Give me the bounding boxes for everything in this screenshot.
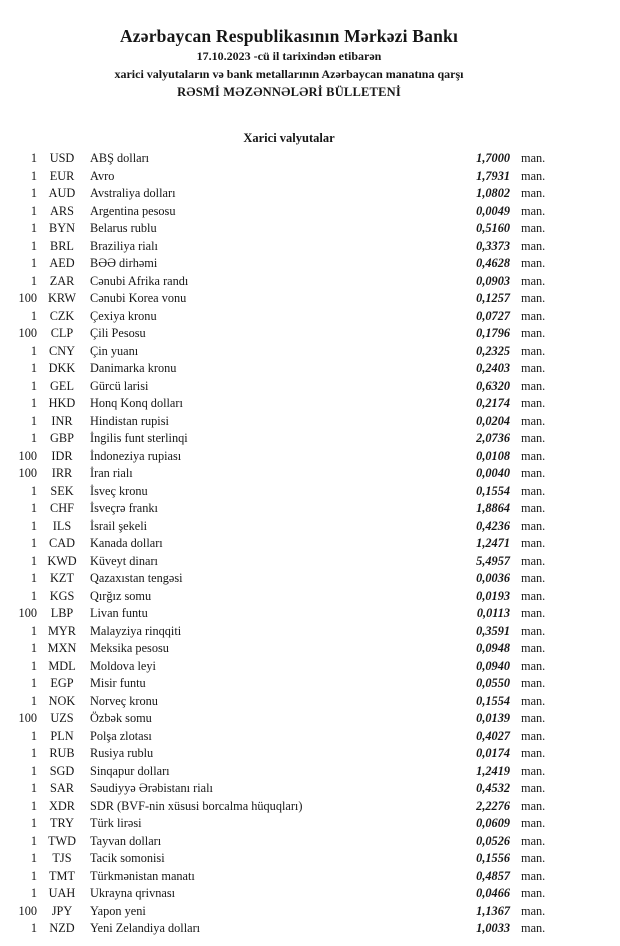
currency-name: Çin yuanı: [90, 343, 139, 358]
table-row: [0, 378, 578, 396]
rate-unit-label: man.: [521, 553, 546, 568]
rate-unit-label: man.: [521, 256, 546, 270]
currency-name: Qazaxıstan tengəsi: [90, 571, 183, 585]
currency-code: MYR: [47, 623, 77, 638]
currency-quantity: 100: [18, 903, 37, 918]
currency-quantity: 1: [30, 921, 37, 935]
currency-quantity: 1: [30, 641, 37, 655]
currency-name: Danimarka kronu: [90, 361, 177, 375]
table-row: [0, 238, 578, 256]
currency-name: Rusiya rublu: [90, 746, 154, 760]
currency-quantity: 1: [30, 378, 37, 393]
table-row: [0, 395, 578, 413]
currency-quantity: 1: [30, 518, 37, 533]
table-row: [0, 220, 578, 238]
currency-rate: 0,0903: [476, 273, 510, 288]
currency-quantity: 100: [18, 711, 37, 725]
rate-unit-label: man.: [521, 413, 546, 428]
currency-code: AUD: [48, 186, 76, 200]
rate-unit-label: man.: [521, 658, 546, 673]
currency-rate: 0,0609: [476, 816, 510, 830]
currency-code: TWD: [48, 833, 76, 848]
rate-unit-label: man.: [521, 361, 546, 375]
currency-name: BƏƏ dirhəmi: [90, 256, 158, 270]
currency-rate: 0,2174: [476, 396, 510, 410]
currency-code: NZD: [49, 921, 75, 935]
rate-unit-label: man.: [521, 851, 546, 865]
rate-unit-label: man.: [521, 571, 546, 585]
currency-rate: 0,2325: [476, 343, 510, 358]
table-row: [0, 728, 578, 746]
currency-rate: 0,5160: [476, 221, 510, 235]
currency-rate: 0,0204: [476, 413, 510, 428]
rate-unit-label: man.: [521, 588, 546, 603]
currency-name: Cənubi Korea vonu: [90, 291, 187, 305]
table-row: [0, 570, 578, 588]
effective-date-line: 17.10.2023 -cü il tarixindən etibarən: [196, 49, 382, 63]
currency-code: TRY: [50, 816, 74, 830]
table-row: [0, 675, 578, 693]
currency-code: ARS: [50, 203, 74, 218]
currency-quantity: 1: [30, 571, 37, 585]
currency-quantity: 1: [30, 851, 37, 865]
currency-quantity: 1: [30, 553, 37, 568]
table-row: [0, 185, 578, 203]
currency-rate: 0,1554: [476, 693, 510, 708]
currency-rate: 0,0466: [476, 886, 510, 900]
currency-name: Honq Konq dolları: [90, 396, 183, 410]
currency-rate: 0,1556: [476, 851, 510, 865]
currency-quantity: 1: [30, 746, 37, 760]
table-row: [0, 763, 578, 781]
rate-unit-label: man.: [521, 711, 546, 725]
rate-unit-label: man.: [521, 903, 546, 918]
currency-rate: 0,0550: [476, 676, 510, 690]
rate-unit-label: man.: [521, 151, 546, 165]
table-row: [0, 308, 578, 326]
currency-rate: 0,0049: [476, 203, 510, 218]
currency-code: BRL: [50, 238, 74, 253]
currency-rate: 0,0526: [476, 833, 510, 848]
rate-unit-label: man.: [521, 501, 546, 515]
table-row: [0, 150, 578, 168]
currency-name: Meksika pesosu: [90, 641, 169, 655]
currency-code: RUB: [49, 746, 75, 760]
currency-name: Norveç kronu: [90, 693, 158, 708]
currency-code: KRW: [47, 291, 76, 305]
currency-code: LBP: [50, 606, 74, 620]
currency-code: EUR: [49, 168, 75, 183]
currency-rate: 0,4532: [476, 781, 510, 795]
rate-unit-label: man.: [521, 833, 546, 848]
currency-rate: 1,2419: [476, 763, 510, 778]
rate-unit-label: man.: [521, 676, 546, 690]
currency-name: Səudiyyə Ərəbistanı rialı: [90, 781, 213, 795]
table-row: [0, 640, 578, 658]
rate-unit-label: man.: [521, 623, 546, 638]
table-row: [0, 658, 578, 676]
currency-quantity: 100: [18, 466, 37, 480]
currency-name: Özbək somu: [90, 711, 152, 725]
currency-rate: 0,0040: [476, 466, 510, 480]
table-row: [0, 815, 578, 833]
currency-rate: 5,4957: [476, 553, 510, 568]
rate-unit-label: man.: [521, 798, 546, 813]
currency-code: SAR: [50, 781, 74, 795]
currency-quantity: 1: [30, 781, 37, 795]
currency-quantity: 1: [30, 256, 37, 270]
currency-rate: 1,2471: [476, 536, 510, 550]
rate-unit-label: man.: [521, 868, 546, 883]
currency-quantity: 1: [30, 658, 37, 673]
rate-unit-label: man.: [521, 203, 546, 218]
currency-code: BYN: [49, 221, 75, 235]
currency-name: Polşa zlotası: [90, 728, 152, 743]
currency-quantity: 1: [30, 798, 37, 813]
table-row: [0, 255, 578, 273]
currency-code: GBP: [50, 431, 74, 445]
currency-rate: 0,6320: [476, 378, 510, 393]
rate-unit-label: man.: [521, 186, 546, 200]
currency-name: Türkmənistan manatı: [90, 868, 195, 883]
currency-name: İran rialı: [90, 466, 133, 480]
currency-quantity: 1: [30, 483, 37, 498]
currency-name: İsrail şekeli: [90, 518, 148, 533]
currency-code: TMT: [49, 868, 75, 883]
table-row: [0, 168, 578, 186]
currency-quantity: 1: [30, 396, 37, 410]
scope-line: xarici valyutaların və bank metallarının Azərbaycan manatına qarşı: [114, 67, 464, 81]
currency-quantity: 1: [30, 151, 37, 165]
table-row: [0, 448, 578, 466]
rate-unit-label: man.: [521, 448, 546, 463]
rate-unit-label: man.: [521, 273, 546, 288]
currency-quantity: 1: [30, 816, 37, 830]
table-row: [0, 343, 578, 361]
currency-rate: 0,0036: [476, 571, 510, 585]
currency-name: Gürcü larisi: [90, 378, 149, 393]
table-row: [0, 710, 578, 728]
table-row: [0, 360, 578, 378]
rate-unit-label: man.: [521, 763, 546, 778]
currency-quantity: 1: [30, 536, 37, 550]
currency-name: Misir funtu: [90, 676, 146, 690]
currency-name: İsveç kronu: [90, 483, 148, 498]
currency-code: ZAR: [49, 273, 75, 288]
currency-name: Yeni Zelandiya dolları: [90, 921, 201, 935]
currency-rate: 0,3373: [476, 238, 510, 253]
rate-unit-label: man.: [521, 238, 546, 253]
currency-code: CHF: [50, 501, 74, 515]
currency-name: Belarus rublu: [90, 221, 157, 235]
currency-quantity: 1: [30, 308, 37, 323]
rate-unit-label: man.: [521, 466, 546, 480]
currency-rate: 1,1367: [476, 903, 510, 918]
currency-name: Qırğız somu: [90, 588, 152, 603]
currency-code: CNY: [49, 343, 75, 358]
currency-rate: 0,1257: [476, 291, 510, 305]
table-row: [0, 535, 578, 553]
currency-name: ABŞ dolları: [90, 151, 150, 165]
table-row: [0, 850, 578, 868]
currency-rate: 0,0727: [476, 308, 510, 323]
currency-name: Yapon yeni: [90, 903, 146, 918]
currency-rate: 2,2276: [476, 798, 510, 813]
bank-title: Azərbaycan Respublikasının Mərkəzi Bankı: [119, 26, 459, 46]
currency-rate: 1,8864: [476, 501, 510, 515]
currency-name: Sinqapur dolları: [90, 763, 170, 778]
currency-rate: 0,3591: [476, 623, 510, 638]
currency-rate: 0,0193: [476, 588, 510, 603]
currency-code: SEK: [50, 483, 74, 498]
currency-rate: 0,2403: [476, 361, 510, 375]
table-row: [0, 325, 578, 343]
currency-quantity: 1: [30, 343, 37, 358]
currency-code: INR: [51, 413, 73, 428]
rates-table: [0, 150, 578, 938]
currency-quantity: 1: [30, 693, 37, 708]
currency-code: NOK: [48, 693, 76, 708]
currency-quantity: 1: [30, 186, 37, 200]
currency-name: İngilis funt sterlinqi: [90, 431, 188, 445]
rate-unit-label: man.: [521, 886, 546, 900]
rate-unit-label: man.: [521, 728, 546, 743]
currency-rate: 0,4857: [476, 868, 510, 883]
currency-code: MDL: [48, 658, 76, 673]
currency-quantity: 1: [30, 588, 37, 603]
table-row: [0, 833, 578, 851]
table-row: [0, 605, 578, 623]
currency-quantity: 1: [30, 868, 37, 883]
currency-rate: 0,0108: [476, 448, 510, 463]
currency-rate: 1,0802: [476, 186, 510, 200]
currency-quantity: 1: [30, 203, 37, 218]
currency-name: İsveçrə frankı: [90, 501, 158, 515]
rate-unit-label: man.: [521, 693, 546, 708]
currency-rate: 0,0940: [476, 658, 510, 673]
table-row: [0, 745, 578, 763]
table-row: [0, 518, 578, 536]
currency-name: Argentina pesosu: [90, 203, 176, 218]
currency-code: USD: [49, 151, 75, 165]
currency-code: PLN: [50, 728, 74, 743]
currency-code: GEL: [50, 378, 74, 393]
currency-quantity: 100: [18, 326, 37, 340]
currency-rate: 2,0736: [476, 431, 510, 445]
currency-name: Tayvan dolları: [90, 833, 162, 848]
currency-name: SDR (BVF-nin xüsusi borcalma hüquqları): [90, 798, 303, 813]
table-row: [0, 273, 578, 291]
currency-name: Moldova leyi: [90, 658, 156, 673]
currency-name: Avstraliya dolları: [90, 186, 176, 200]
rate-unit-label: man.: [521, 168, 546, 183]
currency-rate: 0,1554: [476, 483, 510, 498]
table-row: [0, 483, 578, 501]
rate-unit-label: man.: [521, 221, 546, 235]
table-row: [0, 885, 578, 903]
currency-rate: 0,0948: [476, 641, 510, 655]
bulletin-title: RƏSMİ MƏZƏNNƏLƏRİ BÜLLETENİ: [177, 85, 401, 99]
currency-code: AED: [49, 256, 75, 270]
currency-quantity: 100: [18, 606, 37, 620]
currency-code: CZK: [49, 308, 75, 323]
table-row: [0, 920, 578, 938]
currency-rate: 0,0174: [476, 746, 510, 760]
currency-quantity: 1: [30, 431, 37, 445]
currency-quantity: 1: [30, 273, 37, 288]
table-row: [0, 553, 578, 571]
table-row: [0, 588, 578, 606]
currency-code: KGS: [49, 588, 75, 603]
table-row: [0, 413, 578, 431]
currency-name: Tacik somonisi: [90, 851, 165, 865]
rate-unit-label: man.: [521, 483, 546, 498]
currency-rate: 1,7000: [476, 151, 510, 165]
currency-quantity: 1: [30, 361, 37, 375]
rate-unit-label: man.: [521, 291, 546, 305]
currency-code: SGD: [49, 763, 75, 778]
currency-name: Çili Pesosu: [90, 326, 146, 340]
currency-quantity: 1: [30, 763, 37, 778]
currency-name: Ukrayna qrivnası: [90, 886, 176, 900]
currency-name: Hindistan rupisi: [90, 413, 169, 428]
table-row: [0, 203, 578, 221]
currency-code: EGP: [50, 676, 74, 690]
currency-code: UZS: [50, 711, 74, 725]
rate-unit-label: man.: [521, 641, 546, 655]
currency-code: HKD: [48, 396, 76, 410]
currency-rate: 0,4027: [476, 728, 510, 743]
table-row: [0, 623, 578, 641]
currency-code: DKK: [48, 361, 76, 375]
currency-code: JPY: [51, 903, 73, 918]
table-row: [0, 465, 578, 483]
rate-unit-label: man.: [521, 921, 546, 935]
currency-name: Braziliya rialı: [90, 238, 158, 253]
rate-unit-label: man.: [521, 396, 546, 410]
currency-name: İndoneziya rupiası: [90, 448, 182, 463]
currency-quantity: 1: [30, 501, 37, 515]
currency-rate: 0,4628: [476, 256, 510, 270]
rate-unit-label: man.: [521, 518, 546, 533]
currency-quantity: 1: [30, 676, 37, 690]
table-row: [0, 693, 578, 711]
table-row: [0, 430, 578, 448]
rate-unit-label: man.: [521, 606, 546, 620]
currency-code: IDR: [51, 448, 73, 463]
rate-unit-label: man.: [521, 343, 546, 358]
currency-code: UAH: [48, 886, 76, 900]
rate-unit-label: man.: [521, 816, 546, 830]
table-row: [0, 798, 578, 816]
currency-code: ILS: [52, 518, 72, 533]
currency-code: KZT: [50, 571, 74, 585]
currency-quantity: 1: [30, 168, 37, 183]
currency-rate: 1,7931: [476, 168, 510, 183]
currency-code: MXN: [47, 641, 77, 655]
currency-name: Avro: [90, 168, 115, 183]
currency-quantity: 1: [30, 623, 37, 638]
currency-rate: 0,0113: [476, 606, 510, 620]
table-row: [0, 290, 578, 308]
rate-unit-label: man.: [521, 781, 546, 795]
currency-quantity: 1: [30, 413, 37, 428]
currency-name: Livan funtu: [90, 606, 148, 620]
currency-code: IRR: [51, 466, 73, 480]
rate-unit-label: man.: [521, 326, 546, 340]
currency-name: Malayziya rinqqiti: [90, 623, 182, 638]
currency-code: CLP: [50, 326, 74, 340]
rate-unit-label: man.: [521, 378, 546, 393]
currency-rate: 1,0033: [476, 921, 510, 935]
currency-name: Kanada dolları: [90, 536, 163, 550]
rate-unit-label: man.: [521, 308, 546, 323]
table-row: [0, 868, 578, 886]
currency-rate: 0,0139: [476, 711, 510, 725]
currency-code: XDR: [49, 798, 75, 813]
currency-name: Küveyt dinarı: [90, 553, 158, 568]
currency-quantity: 1: [30, 221, 37, 235]
table-row: [0, 780, 578, 798]
currency-name: Cənubi Afrika randı: [90, 273, 189, 288]
currency-code: KWD: [47, 553, 77, 568]
currency-code: CAD: [49, 536, 75, 550]
table-row: [0, 903, 578, 921]
bulletin-header: [0, 26, 578, 101]
currency-rate: 0,1796: [476, 326, 510, 340]
currency-rate: 0,4236: [476, 518, 510, 533]
rate-unit-label: man.: [521, 536, 546, 550]
currency-quantity: 100: [18, 291, 37, 305]
currency-quantity: 1: [30, 728, 37, 743]
currency-quantity: 100: [18, 448, 37, 463]
rate-unit-label: man.: [521, 746, 546, 760]
currency-quantity: 1: [30, 886, 37, 900]
currency-quantity: 1: [30, 238, 37, 253]
table-row: [0, 500, 578, 518]
section-title: Xarici valyutalar: [243, 131, 335, 145]
currency-name: Türk lirəsi: [90, 816, 142, 830]
currency-quantity: 1: [30, 833, 37, 848]
rate-unit-label: man.: [521, 431, 546, 445]
currency-name: Çexiya kronu: [90, 308, 157, 323]
currency-code: TJS: [52, 851, 72, 865]
